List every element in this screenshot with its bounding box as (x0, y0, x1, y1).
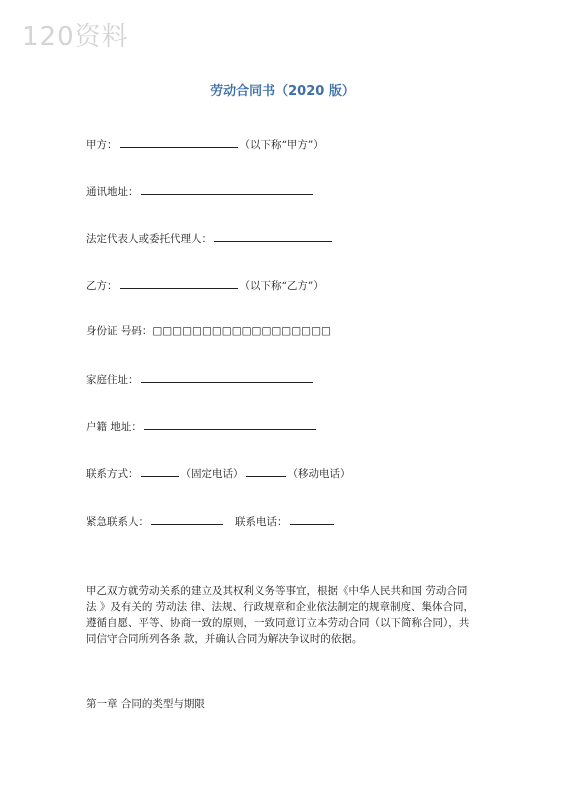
huji-row (86, 418, 318, 434)
representative-row (86, 230, 334, 246)
party-b-label: 乙方： (86, 280, 118, 292)
watermark: 120资料 (22, 22, 129, 52)
representative-blank[interactable] (214, 230, 332, 242)
fixed-phone-label: （固定电话） (180, 468, 244, 480)
paragraph-line: 遵循自愿、平等、协商一致的原则，一致同意订立本劳动合同（以下简称合同），共 (86, 617, 470, 629)
party-a-row (86, 136, 324, 152)
party-a-note: （以下称“甲方”） (239, 139, 324, 151)
representative-label: 法定代表人或委托代理人： (86, 233, 212, 245)
huji-blank[interactable] (144, 418, 316, 430)
emergency-label: 紧急联系人： (86, 516, 149, 528)
address-row (86, 183, 315, 199)
contact-label: 联系方式： (86, 468, 139, 480)
party-b-note: （以下称“乙方”） (239, 280, 324, 292)
document-title: 劳动合同书（2020 版） (210, 84, 355, 99)
chapter-heading: 第一章 合同的类型与期限 (86, 698, 205, 710)
emergency-row (86, 513, 336, 529)
address-blank[interactable] (141, 183, 313, 195)
paragraph-line: 同信守合同所列各条 款，并确认合同为解决争议时的依据。 (86, 633, 363, 645)
party-a-blank[interactable] (120, 136, 238, 148)
home-blank[interactable] (141, 371, 313, 383)
party-a-label: 甲方： (86, 139, 118, 151)
paragraph-line: 法 》及有关的 劳动法 律、法规、行政规章和企业依法制定的规章制度、集体合同， (86, 601, 475, 613)
fixed-phone-blank[interactable] (141, 465, 179, 477)
paragraph-line: 甲乙双方就劳动关系的建立及其权利义务等事宜，根据《中华人民共和国 劳动合同 (86, 585, 468, 597)
home-row (86, 371, 315, 387)
contact-row (86, 465, 351, 481)
party-b-blank[interactable] (120, 277, 238, 289)
id-row (86, 324, 331, 338)
address-label: 通讯地址： (86, 186, 139, 198)
intro-paragraph (86, 583, 481, 647)
id-boxes[interactable]: □□□□□□□□□□□□□□□□□□ (152, 325, 331, 337)
party-b-row (86, 277, 324, 293)
emergency-phone-label: 联系电话： (235, 516, 288, 528)
mobile-phone-blank[interactable] (246, 465, 286, 477)
emergency-blank[interactable] (151, 513, 223, 525)
emergency-phone-blank[interactable] (290, 513, 334, 525)
home-label: 家庭住址： (86, 374, 139, 386)
id-label: 身份证 号码： (86, 325, 153, 337)
mobile-phone-label: （移动电话） (287, 468, 351, 480)
huji-label: 户籍 地址： (86, 421, 142, 433)
